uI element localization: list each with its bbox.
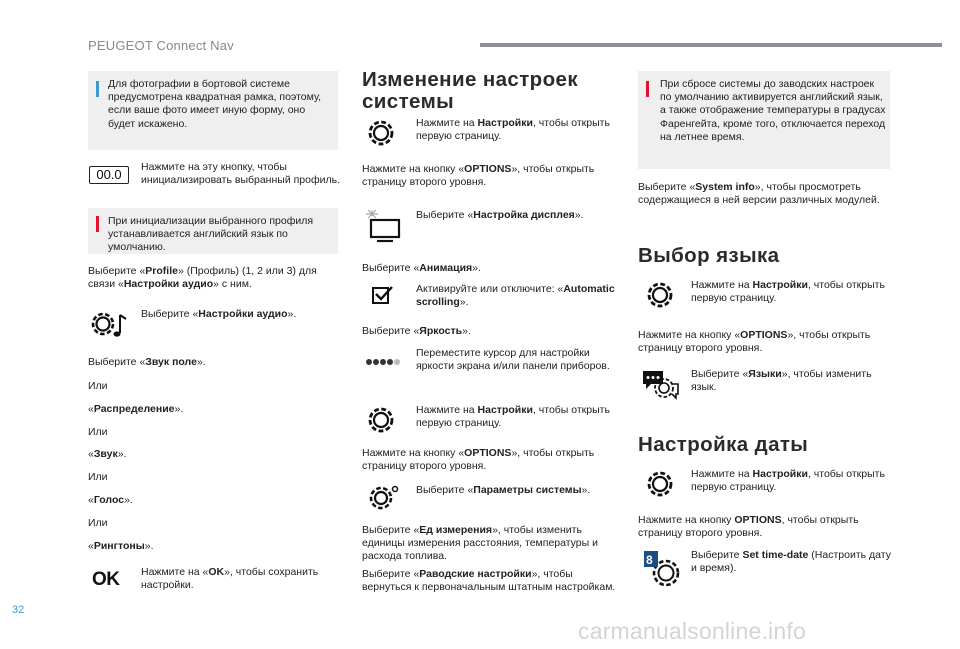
date-options-text: Нажмите на кнопку OPTIONS, чтобы открыть страницу второго уровня.: [638, 514, 859, 540]
ok-save-text: Нажмите на «OK», чтобы сохранить настройки.: [141, 566, 319, 592]
profile-reset-text: Нажмите на эту кнопку, чтобы инициализировать выбранный профиль.: [141, 161, 340, 187]
ok-button[interactable]: OK: [92, 569, 120, 590]
step-brightness-slider-text: Переместите курсор для настройки яркости экрана и/или панели приборов.: [416, 347, 610, 373]
checkbox-icon: [370, 284, 396, 306]
language-icon: [640, 366, 680, 402]
or-text: Или: [88, 471, 108, 483]
step-animation-text: Выберите «Анимация».: [362, 262, 481, 274]
step-options-text: Нажмите на кнопку «OPTIONS», чтобы открыть страницу второго уровня.: [362, 447, 595, 473]
sound-text: «Звук».: [88, 448, 127, 460]
date-set-time-text: Выберите Set time-date (Настроить дату и время).: [691, 549, 891, 575]
display-icon: [364, 208, 404, 244]
date-open-settings-text: Нажмите на Настройки, чтобы открыть первую страницу.: [691, 468, 885, 494]
step-auto-scroll-text: Активируйте или отключите: «Automatic scrolling».: [416, 283, 615, 309]
warning-box-text: При инициализации выбранного профиля устанавливается английский язык по умолчанию.: [108, 215, 314, 254]
warning-box: [88, 208, 338, 254]
step-factory-reset-text: Выберите «Раводские настройки», чтобы вернуться к первоначальным штатным настройкам.: [362, 568, 616, 594]
step-open-settings-text: Нажмите на Настройки, чтобы открыть первую страницу.: [416, 404, 610, 430]
manual-header-title: PEUGEOT Connect Nav: [88, 38, 234, 53]
gear-system-icon: [366, 483, 400, 513]
page-number: 32: [12, 604, 25, 616]
lang-open-settings-text: Нажмите на Настройки, чтобы открыть первую страницу.: [691, 279, 885, 305]
lang-options-text: Нажмите на кнопку «OPTIONS», чтобы открыть страницу второго уровня.: [638, 329, 871, 355]
info-marker: [96, 81, 99, 97]
warning-marker: [646, 81, 649, 97]
step-units-text: Выберите «Ед измерения», чтобы изменить единицы измерения расстояния, температуры и расхода топлива.: [362, 524, 598, 563]
profile-reset-label: 00.0: [96, 167, 122, 182]
language-heading: Выбор языка: [638, 244, 780, 267]
gear-icon: [645, 280, 675, 310]
system-info-text: Выберите «System info», чтобы просмотреть содержащиеся в ней версии различных модулей.: [638, 181, 880, 207]
date-heading: Настройка даты: [638, 433, 809, 456]
watermark: carmanualsonline.info: [578, 618, 806, 644]
or-text: Или: [88, 380, 108, 392]
info-box: [88, 71, 338, 150]
step-brightness-text: Выберите «Яркость».: [362, 325, 471, 337]
voice-text: «Голос».: [88, 494, 133, 506]
select-profile-text: Выберите «Profile» (Профиль) (1, 2 или 3) для связи «Настройки аудио» с ним.: [88, 265, 317, 291]
warning-marker: [96, 216, 99, 232]
warning-box-text: При сбросе системы до заводских настроек по умолчанию активируется английский язык, а также отображение температуры в градусах Фаренгейта, кроме того, отключается переход на летнее время.: [660, 78, 886, 143]
profile-reset-button[interactable]: [89, 166, 129, 184]
system-settings-heading: Изменение настроек системы: [362, 68, 578, 113]
gear-icon: [645, 469, 675, 499]
gear-icon: [366, 405, 396, 435]
or-text: Или: [88, 517, 108, 529]
step-open-settings-text: Нажмите на Настройки, чтобы открыть первую страницу.: [416, 117, 610, 143]
distribution-text: «Распределение».: [88, 403, 184, 415]
info-box-text: Для фотографии в бортовой системе предусмотрена квадратная рамка, поэтому, если ваше фото имеет иную форму, оно будет искажено.: [108, 78, 322, 130]
brightness-dots-icon: [366, 352, 401, 370]
sound-field-text: Выберите «Звук поле».: [88, 356, 206, 368]
or-text: Или: [88, 426, 108, 438]
step-badge: 8: [646, 553, 653, 567]
lang-select-text: Выберите «Языки», чтобы изменить язык.: [691, 368, 872, 394]
gear-icon: [366, 118, 396, 148]
audio-settings-text: Выберите «Настройки аудио».: [141, 308, 297, 320]
warning-box: [638, 71, 890, 169]
header-rule: [480, 43, 942, 47]
step-display-text: Выберите «Настройка дисплея».: [416, 209, 584, 221]
ringtones-text: «Рингтоны».: [88, 540, 154, 552]
step-system-params-text: Выберите «Параметры системы».: [416, 484, 591, 496]
step-options-text: Нажмите на кнопку «OPTIONS», чтобы открыть страницу второго уровня.: [362, 163, 595, 189]
gear-music-icon: [88, 307, 128, 341]
